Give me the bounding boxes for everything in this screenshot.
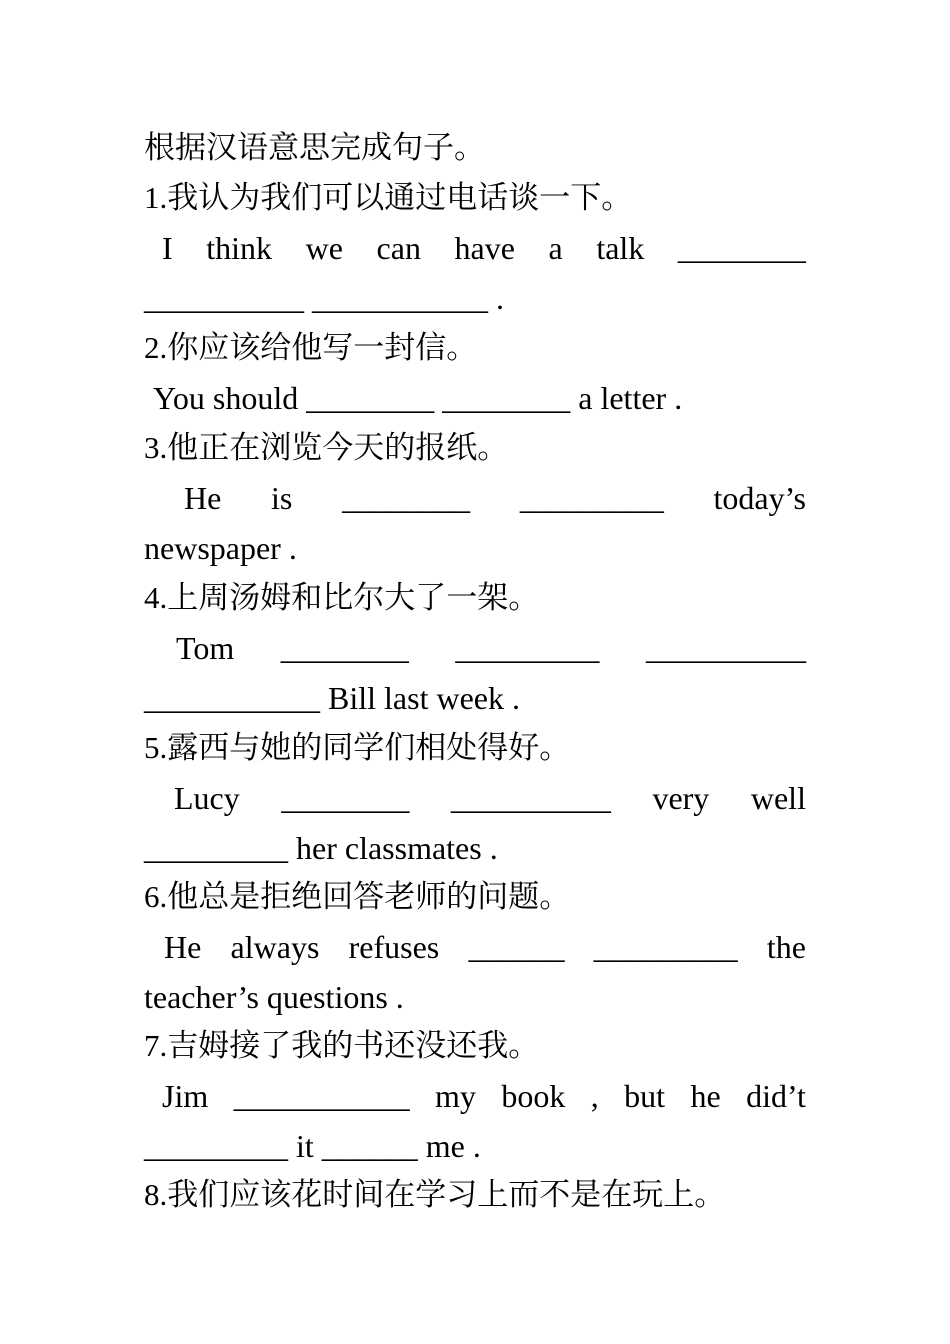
word: talk (596, 230, 645, 266)
word: think (206, 230, 273, 266)
word: a (548, 230, 563, 266)
question-4-line-2: ___________ Bill last week . (144, 680, 520, 716)
word: today’s (713, 480, 806, 516)
answer-blank: ___________ (233, 1078, 410, 1114)
word: He (184, 480, 222, 516)
word: he (690, 1078, 721, 1114)
answer-blank: ________ (280, 630, 409, 666)
question-5-chinese: 5.露西与她的同学们相处得好。 (144, 730, 571, 765)
word: have (454, 230, 515, 266)
word: He (164, 929, 202, 965)
question-8-chinese: 8.我们应该花时间在学习上而不是在玩上。 (144, 1177, 726, 1212)
word: I (162, 230, 173, 266)
answer-blank: ________ (677, 230, 806, 266)
question-6-line-2: teacher’s questions . (144, 979, 404, 1015)
question-3-line-2: newspaper . (144, 530, 297, 566)
answer-blank: _________ (519, 480, 664, 516)
word: Lucy (174, 780, 240, 816)
word: well (750, 780, 806, 816)
question-1-line-1 (144, 223, 806, 273)
word: can (376, 230, 421, 266)
question-6-line-1 (144, 922, 806, 972)
answer-blank: _________ (593, 929, 738, 965)
answer-blank: __________ (645, 630, 806, 666)
word: book (501, 1078, 566, 1114)
question-1-line-2: __________ ___________ . (144, 280, 504, 316)
question-1-chinese: 1.我认为我们可以通过电话谈一下。 (144, 180, 633, 215)
word: very (652, 780, 710, 816)
word: always (230, 929, 320, 965)
word: we (305, 230, 343, 266)
word: did’t (746, 1078, 806, 1114)
question-5-line-1 (144, 773, 806, 823)
word: Tom (176, 630, 235, 666)
answer-blank: ______ (468, 929, 565, 965)
question-2-line-1: You should ________ ________ a letter . (153, 380, 683, 416)
word: my (435, 1078, 476, 1114)
word: Jim (162, 1078, 209, 1114)
question-4-chinese: 4.上周汤姆和比尔大了一架。 (144, 580, 540, 615)
word: , (590, 1078, 599, 1114)
question-6-chinese: 6.他总是拒绝回答老师的问题。 (144, 879, 571, 914)
question-7-chinese: 7.吉姆接了我的书还没还我。 (144, 1028, 540, 1063)
answer-blank: _________ (455, 630, 600, 666)
question-7-line-1 (144, 1071, 806, 1121)
answer-blank: __________ (450, 780, 611, 816)
question-3-chinese: 3.他正在浏览今天的报纸。 (144, 430, 509, 465)
word: but (624, 1078, 666, 1114)
worksheet-heading: 根据汉语意思完成句子。 (144, 130, 485, 165)
word: refuses (348, 929, 440, 965)
worksheet-page (144, 0, 806, 1344)
answer-blank: ________ (342, 480, 471, 516)
word: is (271, 480, 293, 516)
question-2-chinese: 2.你应该给他写一封信。 (144, 330, 478, 365)
answer-blank: ________ (281, 780, 410, 816)
question-5-line-2: _________ her classmates . (144, 830, 498, 866)
question-3-line-1 (144, 473, 806, 523)
question-4-line-1 (144, 623, 806, 673)
word: the (766, 929, 806, 965)
question-7-line-2: _________ it ______ me . (144, 1128, 481, 1164)
